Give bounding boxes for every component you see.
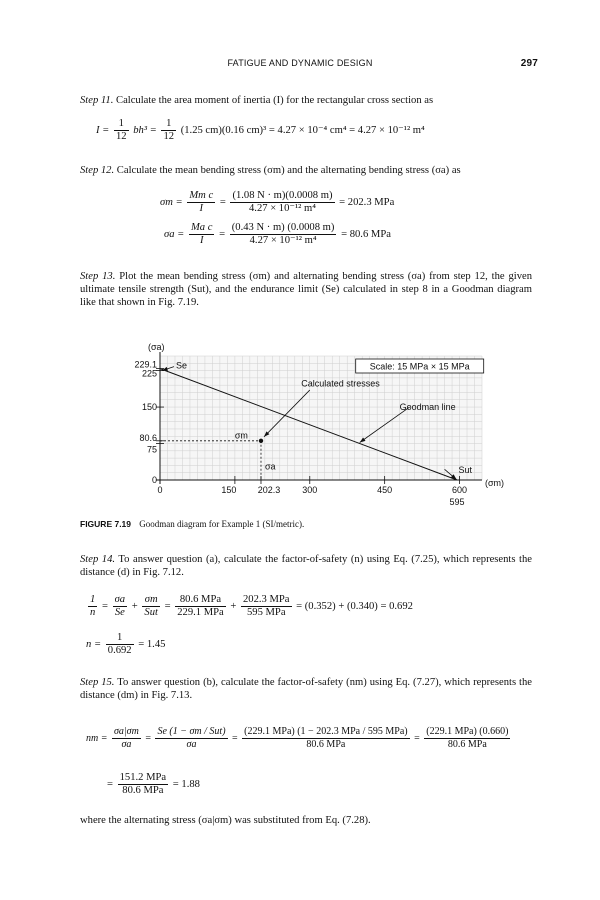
equation-inertia	[96, 118, 425, 143]
step-14-label: Step 14.	[80, 554, 116, 565]
n-recip-result: = (0.352) + (0.340) = 0.692	[296, 600, 413, 612]
equation-sigma-a: σa = $\frac{\text{Ma c}}{I}$ = $\frac{(0.43 N \cdot m) (0.0008 m)}{\text{4.27 × 10⁻¹² m⁴}}$ = 80.6 MPa	[164, 222, 391, 246]
equation-nm: nm = $\frac{\sigma a|\sigma m}{\sigma a}$ = $\frac{\text{Se (1 − σm / Sut)}}{\sigma a}$ = $\frac{\text{(229.1 MPa) (1 − 202.3 MPa / 595 MPa)}}{\text{80.6 MPa}}$ = $\frac{\text{(229.1 MPa) (0.660)}}{\text{80.6 MPa}}$	[86, 726, 509, 750]
nm-f1-den: σa	[121, 739, 132, 750]
figure-caption	[80, 519, 304, 529]
nm-value-num: 151.2 MPa	[119, 772, 167, 783]
n-value-den: 0.692	[107, 645, 132, 656]
nm-f3-den: 80.6 MPa	[306, 739, 346, 750]
calculated-stresses-label: Calculated stresses	[301, 378, 380, 389]
step-12	[80, 164, 532, 177]
n-v1-num: 80.6 MPa	[175, 594, 226, 607]
step-15	[80, 676, 532, 702]
y-tick-label: 80.6	[139, 432, 157, 443]
n-value-num: 1	[106, 632, 134, 645]
calculated-stress-point	[259, 439, 263, 443]
n-v1-den: 229.1 MPa	[177, 607, 224, 618]
nm-value-den: 80.6 MPa	[122, 785, 164, 796]
x-tick-label: 300	[302, 485, 318, 495]
sut-value-label: 595	[449, 497, 465, 507]
y-tick-label: 0	[151, 475, 157, 485]
n-t1-num: σa	[114, 594, 126, 605]
goodman-line-label: Goodman line	[399, 402, 456, 413]
n-t2-num: σm	[142, 594, 160, 607]
n-lhs-den: n	[90, 607, 96, 618]
y-tick-label: 150	[141, 402, 157, 413]
nm-f4-num: (229.1 MPa) (0.660)	[426, 726, 509, 737]
page-number: 297	[520, 58, 538, 69]
goodman-chart	[134, 340, 505, 516]
sigma-a-label: σa	[264, 461, 276, 472]
sigma-a-result: = 80.6 MPa	[341, 228, 391, 240]
x-axis-title: (σm)	[485, 478, 505, 488]
n-value-result: = 1.45	[138, 638, 166, 650]
x-tick-label: 150	[221, 485, 237, 495]
figure-caption-text: Goodman diagram for Example 1 (SI/metric).	[139, 519, 305, 529]
step-14-text: To answer question (a), calculate the factor-of-safety (n) using Eq. (7.25), which represents the distance (d) in Fig. 7.12.	[80, 554, 532, 578]
step-11-text: Calculate the area moment of inertia (I) for the rectangular cross section as	[116, 95, 434, 106]
nm-f1-num: σa|σm	[113, 726, 139, 737]
step-12-label: Step 12.	[80, 165, 115, 176]
sigma-a-val-num: (0.43 N · m) (0.0008 m)	[231, 222, 335, 233]
x-tick-label: 202.3	[257, 485, 281, 495]
inertia-bh: bh³ =	[133, 124, 157, 136]
step-12-text: Calculate the mean bending stress (σm) and the alternating bending stress (σa) as	[116, 165, 461, 176]
nm-f4-den: 80.6 MPa	[447, 739, 487, 750]
sigma-m-sym-den: I	[199, 203, 204, 214]
figure-caption-label: FIGURE 7.19	[80, 519, 132, 529]
sut-label: Sut	[458, 465, 473, 476]
inertia-coef-den: 12	[115, 131, 127, 142]
sigma-m-lhs: σm =	[160, 196, 183, 208]
closing-text: where the alternating stress (σa|σm) was substituted from Eq. (7.28).	[80, 815, 371, 826]
step-13	[80, 270, 532, 309]
n-t2-den: Sut	[144, 607, 158, 618]
inertia-coef-num-2: 1	[161, 118, 176, 131]
x-tick-label: 450	[377, 485, 393, 495]
step-15-text: To answer question (b), calculate the factor-of-safety (nm) using Eq. (7.27), which represents the distance (dm) in Fig. 7.13.	[80, 677, 532, 701]
y-tick-label: 225	[141, 368, 157, 379]
sigma-m-val-num: (1.08 N · m)(0.0008 m)	[232, 190, 333, 201]
sigma-a-lhs: σa =	[164, 228, 185, 240]
chart-grid	[160, 356, 482, 480]
x-tick-label: 600	[452, 485, 468, 495]
nm-value-result: = 1.88	[172, 778, 200, 790]
nm-f3-num: (229.1 MPa) (1 − 202.3 MPa / 595 MPa)	[244, 726, 408, 737]
equation-n-recip: $\frac{1}{n}$ = $\frac{\sigma a}{Se}$ + $\frac{\sigma m}{\text{Sut}}$ = $\frac{\text{80.6 MPa}}{\text{229.1 MPa}}$ + $\frac{\text{202.3 MPa}}{\text{595 MPa}}$ = (0.352) + (0.340) = 0.692	[90, 594, 413, 618]
sigma-a-sym-num: Ma c	[190, 222, 213, 233]
sigma-m-result: = 202.3 MPa	[339, 196, 395, 208]
sigma-a-val-den: 4.27 × 10⁻¹² m⁴	[249, 235, 317, 246]
step-15-label: Step 15.	[80, 677, 115, 688]
scale-note: Scale: 15 MPa × 15 MPa	[369, 361, 470, 372]
inertia-lhs: I =	[96, 124, 110, 136]
y-tick-label: 229.1	[134, 359, 157, 370]
inertia-coef-num: 1	[114, 118, 129, 131]
n-t1-den: Se	[114, 607, 125, 618]
nm-f2-num: Se (1 − σm / Sut)	[157, 726, 226, 737]
y-tick-label: 75	[146, 444, 157, 455]
step-11-label: Step 11.	[80, 95, 114, 106]
nm-lhs: nm =	[86, 732, 108, 744]
n-v2-num: 202.3 MPa	[243, 594, 290, 605]
step-13-text: Plot the mean bending stress (σm) and alternating bending stress (σa) from step 12, the given ultimate tensile strength (Sut), and the endurance limit (Se) calculated in step 8 in a Goodman diagram like that shown in Fig. 7.19.	[80, 271, 532, 308]
inertia-dims: (1.25 cm)(0.16 cm)³ = 4.27 × 10⁻⁴ cm⁴ = 4.27 × 10⁻¹² m⁴	[180, 124, 425, 136]
step-14	[80, 553, 532, 579]
equation-nm-value: = $\frac{\text{151.2 MPa}}{\text{80.6 MPa}}$ = 1.88	[107, 772, 200, 796]
n-v2-den: 595 MPa	[246, 607, 286, 618]
step-13-label: Step 13.	[80, 271, 116, 282]
nm-f2-den: σa	[186, 739, 197, 750]
se-label: Se	[176, 360, 188, 371]
y-axis-title: (σa)	[148, 342, 165, 352]
x-tick-label: 0	[157, 485, 163, 495]
inertia-coef-den-2: 12	[163, 131, 175, 142]
sigma-m-val-den: 4.27 × 10⁻¹² m⁴	[249, 203, 316, 214]
goodman-figure	[134, 340, 505, 516]
grid-background	[160, 356, 482, 480]
n-lhs-num: 1	[90, 594, 96, 605]
sigma-m-label: σm	[234, 430, 248, 441]
equation-n-value	[86, 632, 165, 657]
n-value-lhs: n =	[86, 638, 102, 650]
sigma-m-sym-num: Mm c	[189, 190, 214, 201]
running-title: FATIGUE AND DYNAMIC DESIGN	[227, 58, 373, 68]
sigma-a-sym-den: I	[199, 235, 204, 246]
step-11	[80, 94, 532, 107]
equation-sigma-m: σm = $\frac{\text{Mm c}}{I}$ = $\frac{(1.08 N \cdot m)(0.0008 m)}{\text{4.27 × 10⁻¹² m⁴}}$ = 202.3 MPa	[160, 190, 395, 214]
